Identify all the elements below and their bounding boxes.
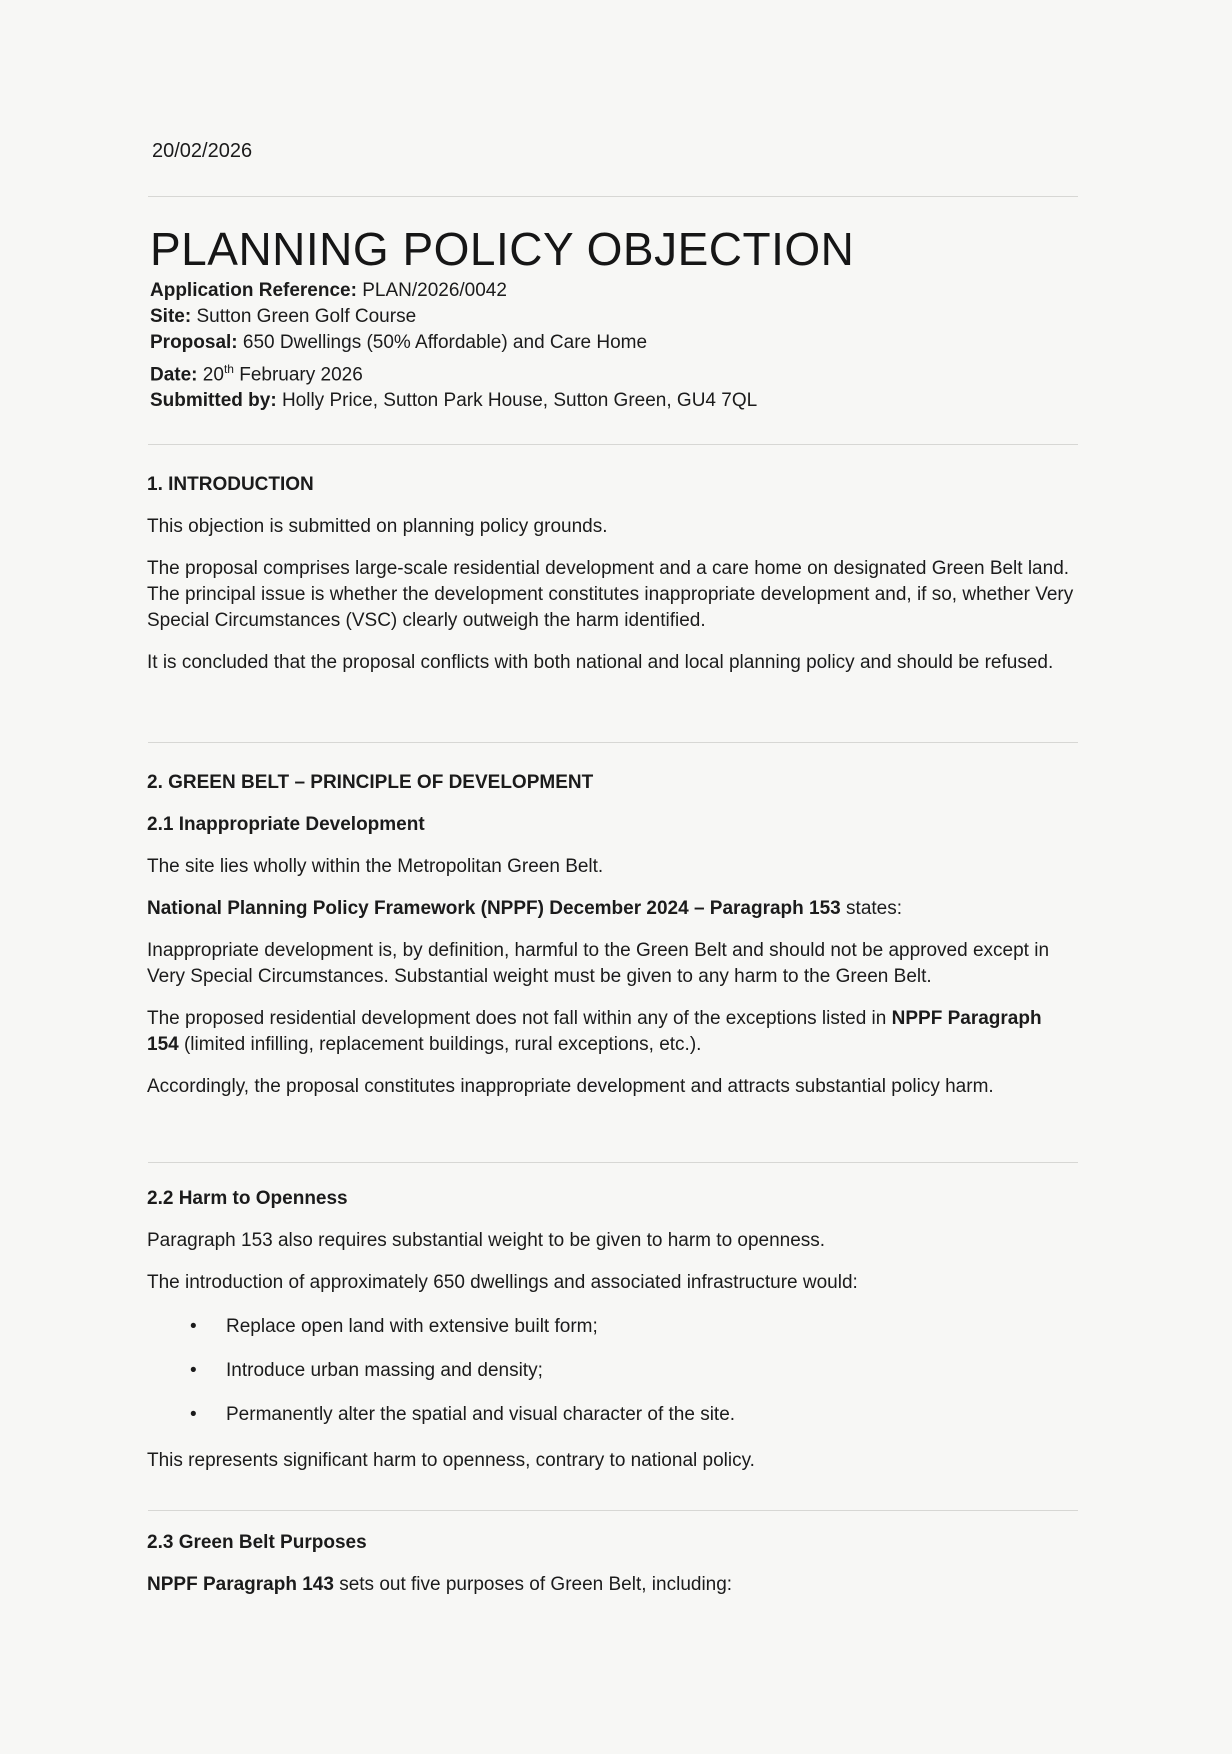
label: Submitted by: xyxy=(150,390,277,412)
bullet-icon: • xyxy=(190,1360,197,1381)
submitted-by-row xyxy=(150,388,757,414)
date-month-year: February 2026 xyxy=(239,364,363,386)
subsection-green-belt-purposes xyxy=(147,1530,1077,1598)
paragraph: The site lies wholly within the Metropolitan Green Belt. xyxy=(147,856,604,877)
page-title: PLANNING POLICY OBJECTION xyxy=(150,223,855,275)
bullet-icon: • xyxy=(190,1316,197,1337)
divider xyxy=(148,742,1078,743)
date-day: 20 xyxy=(202,364,224,386)
date-suffix: th xyxy=(223,362,234,376)
text: states: xyxy=(840,898,903,919)
divider xyxy=(148,444,1078,445)
date-row xyxy=(150,356,757,388)
list-item-text: Introduce urban massing and density; xyxy=(226,1360,543,1381)
section-introduction xyxy=(147,472,1077,676)
section-heading: 2. GREEN BELT – PRINCIPLE OF DEVELOPMENT xyxy=(147,772,594,793)
divider xyxy=(148,196,1078,197)
policy-reference: National Planning Policy Framework (NPPF) December 2024 – Paragraph 153 xyxy=(147,898,841,919)
proposal-row xyxy=(150,330,757,356)
paragraph xyxy=(147,1006,1077,1058)
paragraph: Paragraph 153 also requires substantial weight to be given to harm to openness. xyxy=(147,1230,826,1251)
application-reference: PLAN/2026/0042 xyxy=(362,280,507,301)
label: Site: xyxy=(150,306,192,327)
subsection-heading: 2.2 Harm to Openness xyxy=(147,1188,348,1209)
policy-reference: NPPF Paragraph 154 xyxy=(147,1008,1042,1055)
paragraph: It is concluded that the proposal conflicts with both national and local planning policy and should be refused. xyxy=(147,652,1054,673)
policy-quote: Inappropriate development is, by definition, harmful to the Green Belt and should not be approved except in Very Special Circumstances. Substantial weight must be given to any harm to the Green Belt. xyxy=(147,940,1050,987)
paragraph: This objection is submitted on planning policy grounds. xyxy=(147,516,608,537)
proposal-text: 650 Dwellings (50% Affordable) and Care Home xyxy=(242,332,648,353)
application-details xyxy=(150,278,757,414)
submitter: Holly Price, Sutton Park House, Sutton Green, GU4 7QL xyxy=(281,390,758,412)
text: sets out five purposes of Green Belt, including: xyxy=(333,1574,733,1595)
list-item xyxy=(190,1404,735,1426)
policy-reference: NPPF Paragraph 143 xyxy=(147,1574,334,1595)
subsection-harm-to-openness xyxy=(147,1186,1077,1296)
section-green-belt xyxy=(147,770,1077,1100)
paragraph xyxy=(147,896,1077,922)
subsection-heading: 2.1 Inappropriate Development xyxy=(147,814,425,835)
list-item xyxy=(190,1360,543,1382)
text: The proposed residential development does not fall within any of the exceptions listed in xyxy=(147,1008,892,1029)
paragraph: Accordingly, the proposal constitutes inappropriate development and attracts substantial policy harm. xyxy=(147,1076,994,1097)
label: Proposal: xyxy=(150,332,238,353)
paragraph-block xyxy=(147,1448,1077,1474)
divider xyxy=(148,1162,1078,1163)
paragraph: The proposal comprises large-scale residential development and a care home on designated Green Belt land. The principal issue is whether the development constitutes inappropriate development and, if so, whether Very Special Circumstances (VSC) clearly outweigh the harm identified. xyxy=(147,558,1074,631)
list-item-text: Replace open land with extensive built form; xyxy=(226,1316,598,1337)
paragraph: This represents significant harm to openness, contrary to national policy. xyxy=(147,1450,755,1471)
label: Date: xyxy=(150,364,198,386)
bullet-icon: • xyxy=(190,1404,197,1425)
site-row xyxy=(150,304,757,330)
label: Application Reference: xyxy=(150,280,357,301)
text: (limited infilling, replacement buildings, rural exceptions, etc.). xyxy=(178,1034,702,1055)
section-heading: 1. INTRODUCTION xyxy=(147,474,314,495)
list-item-text: Permanently alter the spatial and visual character of the site. xyxy=(226,1404,736,1425)
document-date: 20/02/2026 xyxy=(152,140,253,162)
site-name: Sutton Green Golf Course xyxy=(196,306,417,327)
list-item xyxy=(190,1316,598,1338)
subsection-heading: 2.3 Green Belt Purposes xyxy=(147,1532,367,1553)
paragraph xyxy=(147,1572,1077,1598)
paragraph: The introduction of approximately 650 dwellings and associated infrastructure would: xyxy=(147,1272,858,1293)
application-reference-row xyxy=(150,278,757,304)
divider xyxy=(148,1510,1078,1511)
